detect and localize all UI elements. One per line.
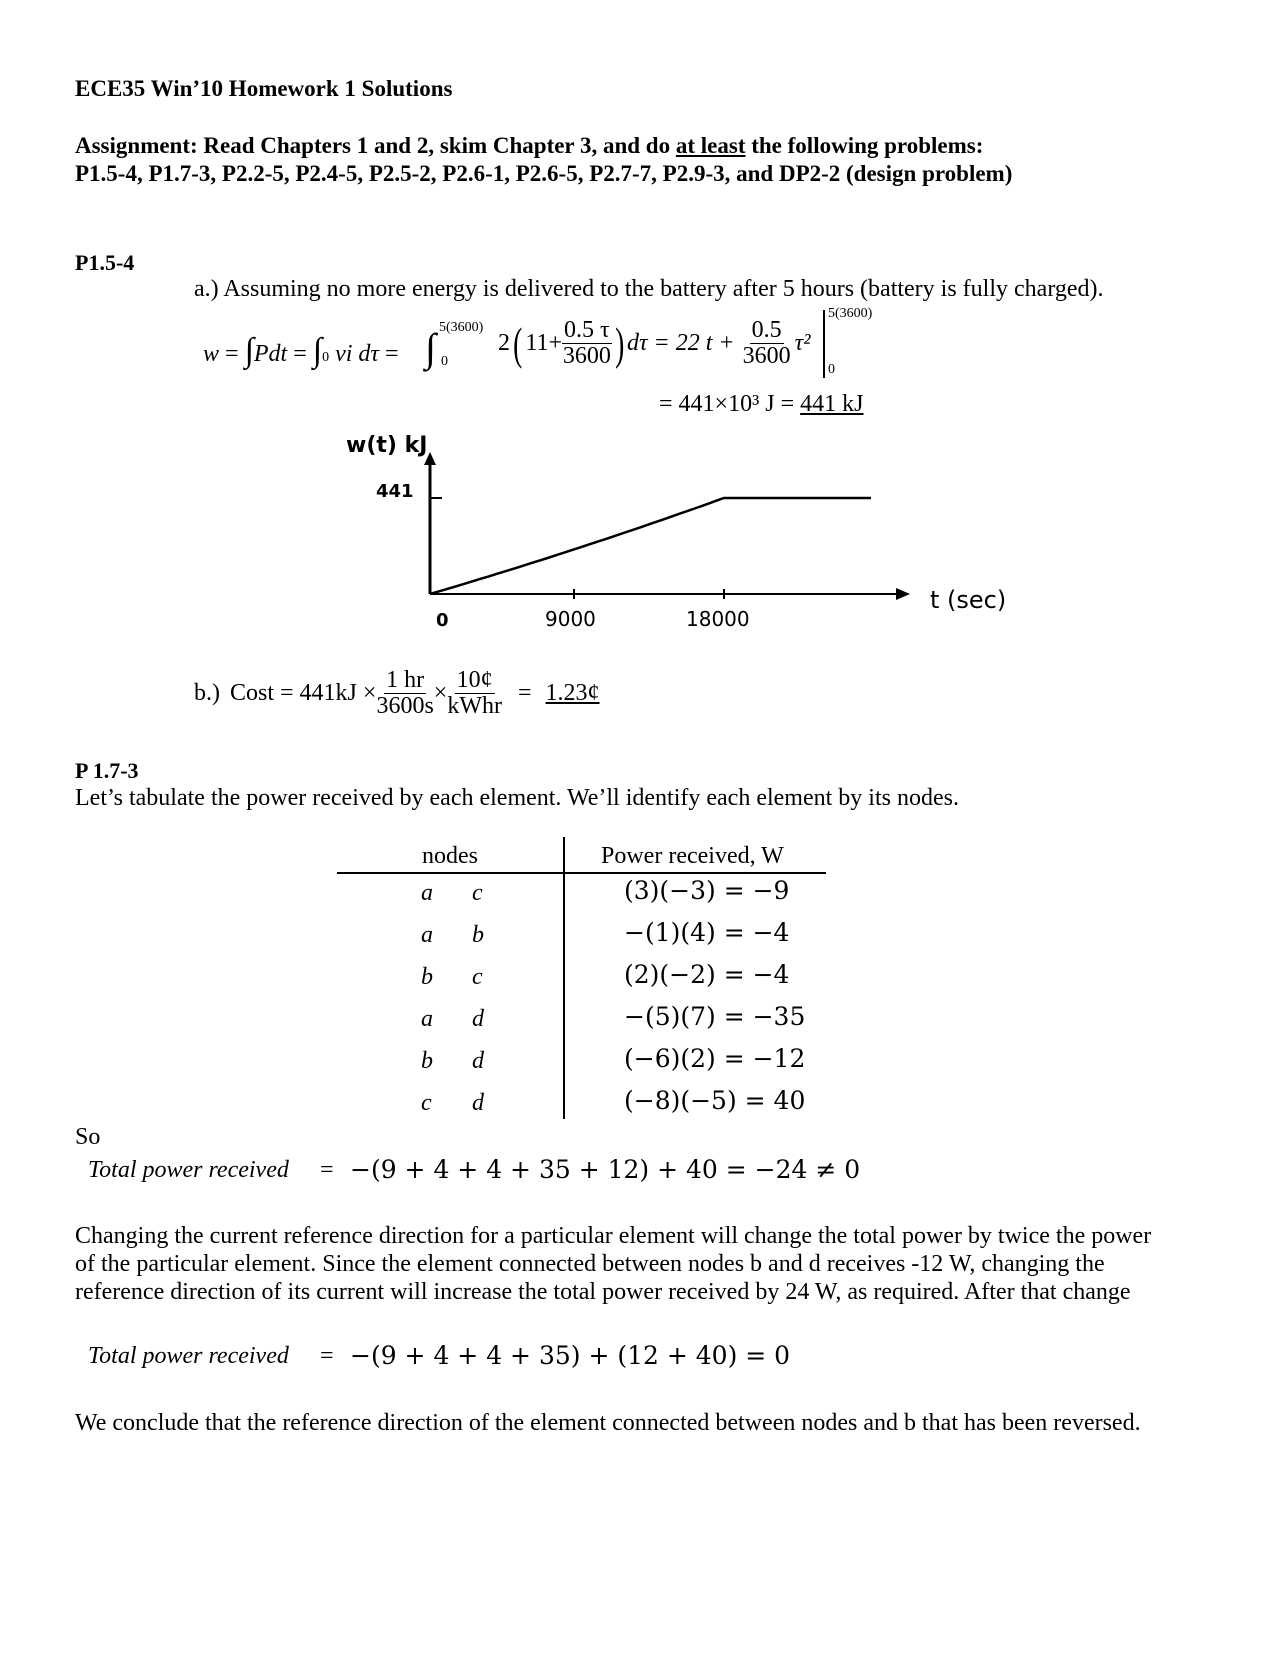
table-cell-node2: d <box>472 1006 484 1032</box>
table-cell-node2: d <box>472 1048 484 1074</box>
eq-lower-limit: 0 <box>441 354 448 369</box>
total-label-1: Total power received <box>88 1157 289 1183</box>
eq-result-value: 441 kJ <box>800 391 864 417</box>
eq-frac1-den: 3600 <box>562 343 611 370</box>
part-b-frac2 <box>447 668 502 719</box>
table-header-nodes: nodes <box>422 843 478 869</box>
graph-ytick-441: 441 <box>376 481 414 502</box>
assignment-text-a: Assignment: Read Chapters 1 and 2, skim Chapter 3, and do <box>75 133 676 158</box>
table-header-rule <box>337 872 826 874</box>
problem-label-p154: P1.5-4 <box>75 250 135 275</box>
total-eq-sign-2: = <box>320 1343 334 1369</box>
table-cell-node2: d <box>472 1090 484 1116</box>
total-equation-1: −(9 + 4 + 4 + 35 + 12) + 40 = −24 ≠ 0 <box>350 1155 861 1184</box>
total-label-2: Total power received <box>88 1343 289 1369</box>
conclusion-text: We conclude that the reference direction of the element connected between nodes and b that has been reversed. <box>75 1410 1141 1436</box>
part-b-frac2-num: 10¢ <box>456 667 493 693</box>
part-b-frac2-den: kWhr <box>447 693 502 720</box>
paragraph-line-1: Changing the current reference direction for a particular element will change the total power by twice the power <box>75 1223 1152 1249</box>
p173-intro: Let’s tabulate the power received by each element. We’ll identify each element by its nodes. <box>75 785 959 811</box>
table-cell-node2: c <box>472 964 483 990</box>
part-b-times: × <box>433 680 448 707</box>
table-cell-power: (3)(−3) = −9 <box>624 876 790 905</box>
eq-upper-limit: 5(3600) <box>439 320 484 335</box>
eq-frac2-num: 0.5 <box>751 317 782 343</box>
eq-dtau: dτ = 22 t + <box>626 330 735 357</box>
table-cell-node1: a <box>421 880 433 906</box>
table-cell-node1: b <box>421 1048 433 1074</box>
graph-energy-curve <box>430 498 871 594</box>
graph-xtick-label-18000: 18000 <box>686 607 750 631</box>
assignment-text-b: the following problems: <box>745 133 984 158</box>
part-b-cost: Cost = 441kJ × <box>230 680 377 707</box>
eq-result-pre: = 441×10³ J = <box>659 391 801 417</box>
eq-frac2-den: 3600 <box>742 343 791 370</box>
table-header-power: Power received, W <box>601 843 784 869</box>
eq-pdt: Pdt <box>253 341 288 367</box>
eq-vidt: vi dτ <box>335 341 380 367</box>
assignment-at-least: at least <box>675 133 746 158</box>
problem-label-p173: P 1.7-3 <box>75 758 139 783</box>
part-b-frac1 <box>376 668 433 719</box>
part-b-equation <box>194 668 600 719</box>
part-b-label: b.) <box>194 680 220 707</box>
table-cell-node1: b <box>421 964 433 990</box>
part-b-result: 1.23¢ <box>545 680 600 707</box>
eq-integrand: 2 ( 11+ $\frac{0.5 \tau}{3600}$ ) dτ = 22 t + $\frac{0.5}{3600}$ τ² <box>498 317 811 370</box>
part-a-text: a.) Assuming no more energy is delivered to the battery after 5 hours (battery is fully charged). <box>194 276 1104 302</box>
table-column-rule <box>563 837 565 1119</box>
eq-two: 2 <box>498 330 510 357</box>
graph-ylabel: w(t) kJ <box>346 433 428 458</box>
eq-eleven: 11+ <box>525 330 562 357</box>
energy-graph <box>0 0 1280 650</box>
table-cell-node2: b <box>472 922 484 948</box>
graph-xlabel: t (sec) <box>930 586 1007 614</box>
energy-equation: w = ∫Pdt = ∫0 vi dτ = <box>203 332 399 369</box>
so-label: So <box>75 1124 101 1150</box>
paragraph-line-3: reference direction of its current will increase the total power received by 24 W, as required. After that change <box>75 1279 1131 1305</box>
table-cell-node1: c <box>421 1090 432 1116</box>
table-cell-node2: c <box>472 880 483 906</box>
table-cell-power: (−8)(−5) = 40 <box>624 1086 806 1115</box>
paragraph-line-2: of the particular element. Since the element connected between nodes b and d receives -12 W, changing the <box>75 1251 1105 1277</box>
table-cell-node1: a <box>421 1006 433 1032</box>
eq-w: w <box>203 341 220 367</box>
eq-eval-lower: 0 <box>828 362 835 377</box>
table-cell-power: −(1)(4) = −4 <box>624 918 790 947</box>
table-cell-power: (−6)(2) = −12 <box>624 1044 806 1073</box>
total-equation-2: −(9 + 4 + 4 + 35) + (12 + 40) = 0 <box>350 1341 791 1370</box>
part-b-frac1-num: 1 hr <box>386 667 425 693</box>
eq-frac1-num: 0.5 τ <box>563 317 610 343</box>
graph-x-arrow <box>896 588 910 600</box>
eq-eval-upper: 5(3600) <box>828 306 873 321</box>
table-cell-power: −(5)(7) = −35 <box>624 1002 806 1031</box>
total-eq-sign-1: = <box>320 1157 334 1183</box>
eq-lower-0: 0 <box>322 350 330 365</box>
part-b-equals: = <box>517 680 532 707</box>
assignment-line-2: P1.5-4, P1.7-3, P2.2-5, P2.4-5, P2.5-2, P2.6-1, P2.6-5, P2.7-7, P2.9-3, and DP2-2 (design problem) <box>75 161 1013 186</box>
eq-tau2: τ² <box>794 330 811 357</box>
part-b-frac1-den: 3600s <box>376 693 434 720</box>
graph-xtick-label-9000: 9000 <box>545 607 596 631</box>
table-cell-node1: a <box>421 922 433 948</box>
page-title: ECE35 Win’10 Homework 1 Solutions <box>75 76 453 101</box>
table-cell-power: (2)(−2) = −4 <box>624 960 790 989</box>
graph-xtick-label-0: 0 <box>436 610 449 631</box>
